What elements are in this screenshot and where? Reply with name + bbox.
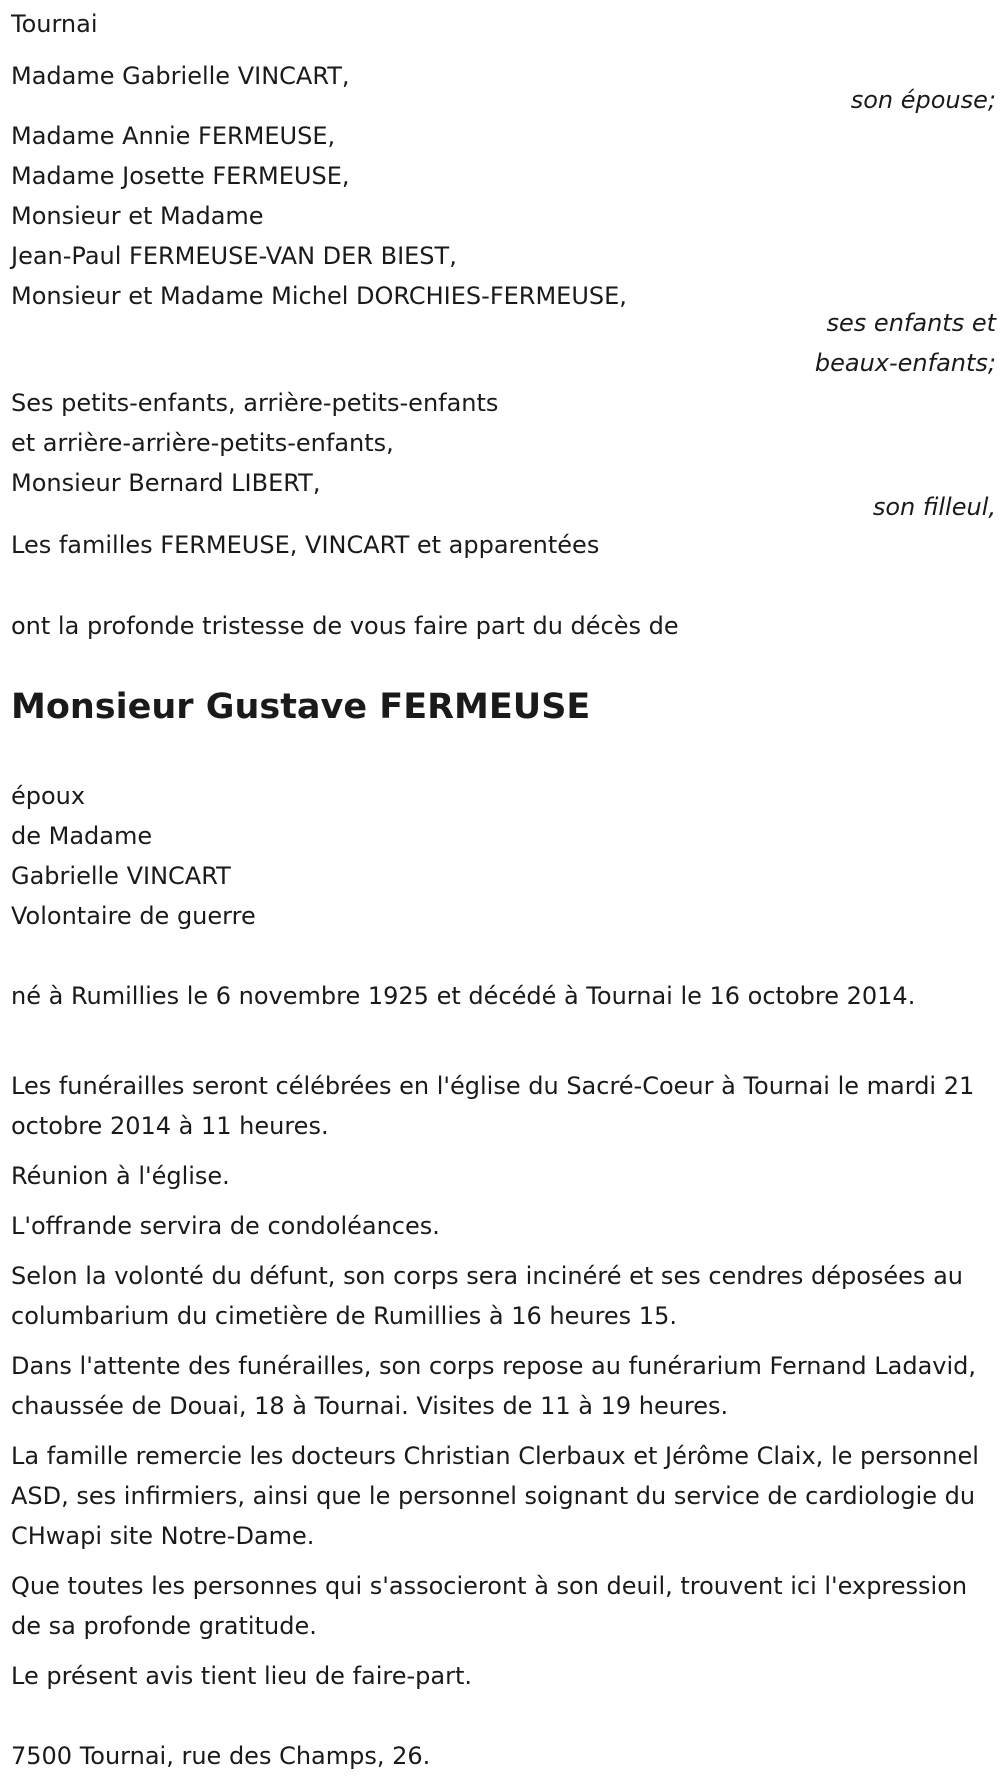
children-role-1: ses enfants et (826, 309, 996, 337)
child-2: Madame Josette FERMEUSE, (11, 162, 350, 190)
deceased-name: Monsieur Gustave FERMEUSE (11, 687, 591, 727)
families-line: Les familles FERMEUSE, VINCART et apparentées (11, 531, 600, 559)
deceased-detail: Gabrielle VINCART (11, 862, 231, 890)
birth-death-paragraph: né à Rumillies le 6 novembre 1925 et décédé à Tournai le 16 octobre 2014. (11, 982, 916, 1010)
grandchildren-line-2: et arrière-arrière-petits-enfants, (11, 429, 394, 457)
grandchildren-line-1: Ses petits-enfants, arrière-petits-enfants (11, 389, 499, 417)
spouse-name: Madame Gabrielle VINCART, (11, 62, 350, 90)
children-role-2: beaux-enfants; (814, 349, 996, 377)
announcement-text: ont la profonde tristesse de vous faire part du décès de (11, 612, 679, 640)
child-4: Jean-Paul FERMEUSE-VAN DER BIEST, (11, 242, 457, 270)
deceased-detail: de Madame (11, 822, 153, 850)
notice-paragraph: Le présent avis tient lieu de faire-part. (11, 1662, 473, 1690)
meeting-paragraph: Réunion à l'église. (11, 1162, 230, 1190)
offering-paragraph: L'offrande servira de condoléances. (11, 1212, 440, 1240)
city-header: Tournai (11, 10, 98, 38)
godson-role: son filleul, (872, 493, 996, 521)
funeral-paragraph: Les funérailles seront célébrées en l'église du Sacré-Coeur à Tournai le mardi 21 octobre 2014 à 11 heures. (11, 1072, 975, 1140)
child-1: Madame Annie FERMEUSE, (11, 122, 336, 150)
cremation-paragraph: Selon la volonté du défunt, son corps sera incinéré et ses cendres déposées au columbarium du cimetière de Rumillies à 16 heures 15. (11, 1262, 963, 1330)
spouse-role: son épouse; (850, 86, 996, 114)
gratitude-paragraph: Que toutes les personnes qui s'associeront à son deuil, trouvent ici l'expression de sa profonde gratitude. (11, 1572, 968, 1640)
child-3: Monsieur et Madame (11, 202, 264, 230)
deceased-detail: Volontaire de guerre (11, 902, 256, 930)
thanks-paragraph: La famille remercie les docteurs Christian Clerbaux et Jérôme Claix, le personnel ASD, ses infirmiers, ainsi que le personnel soignant du service de cardiologie du CHwapi site Notre-Dame. (11, 1442, 979, 1550)
funerarium-paragraph: Dans l'attente des funérailles, son corps repose au funérarium Fernand Ladavid, chaussée de Douai, 18 à Tournai. Visites de 11 à 19 heures. (11, 1352, 977, 1420)
godson-name: Monsieur Bernard LIBERT, (11, 469, 321, 497)
address-line: 7500 Tournai, rue des Champs, 26. (11, 1742, 431, 1770)
child-5: Monsieur et Madame Michel DORCHIES-FERMEUSE, (11, 282, 627, 310)
deceased-detail: époux (11, 782, 86, 810)
